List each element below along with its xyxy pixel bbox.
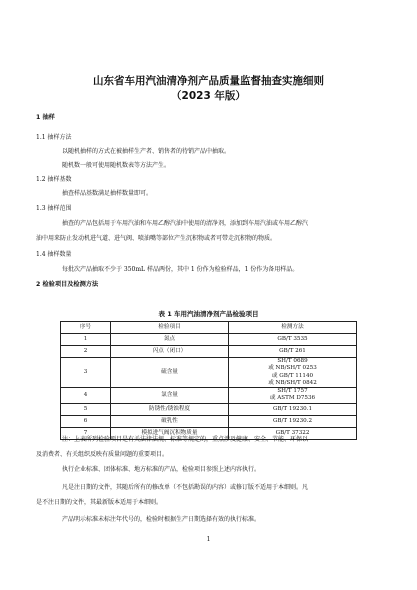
row-number: 6	[61, 415, 111, 427]
table-row	[61, 358, 357, 388]
method-line: 或 GB/T 11140	[271, 372, 314, 379]
table-row	[61, 415, 357, 427]
method-line: GB/T 37322	[275, 429, 310, 436]
paragraph-dated-docs-line2: 是不注日期的文件，其最新版本适用于本细则。	[36, 499, 163, 506]
table-row	[61, 334, 357, 346]
table-header-method: 检测方法	[229, 322, 357, 334]
table-note-line2: 及消费者、有关组织反映有质量问题的重要项目。	[36, 451, 169, 458]
table-row	[61, 403, 357, 415]
row-number: 2	[61, 346, 111, 358]
method-line: 或 ASTM D7536	[269, 395, 316, 402]
document-title: 山东省车用汽油清净剂产品质量监督抽查实施细则	[93, 75, 324, 87]
paragraph-1-3-line2: 油中用来防止发动机进气道、进气阀、喷油嘴等部位产生沉积物或者可带走沉积物的物质。	[36, 235, 277, 242]
paragraph-standards: 执行企业标准、团体标准、地方标准的产品，检验项目参照上述内容执行。	[62, 466, 261, 473]
row-item: 防锈性/锈蚀程度	[111, 403, 229, 415]
row-method	[229, 415, 357, 427]
subsection-heading-1-4: 1.4 抽样数量	[36, 251, 72, 258]
row-number: 3	[61, 358, 111, 388]
table-title: 表 1 车用汽油清净剂产品检验项目	[158, 310, 259, 318]
row-item: 模拟进气阀沉积物质量	[111, 427, 229, 439]
section-heading-test-items: 2 检验项目及检测方法	[36, 281, 99, 288]
paragraph-dated-docs-line1: 凡是注日期的文件，其随后所有的修改单（不包括勘误的内容）或修订版不适用于本细则。凡	[62, 484, 309, 491]
method-line: 或 NB/SH/T 0842	[268, 379, 317, 386]
paragraph-1-1-line2: 随机数一般可使用随机数表等方法产生。	[62, 162, 171, 169]
section-heading-sampling: 1 抽样	[36, 114, 55, 121]
row-method	[229, 334, 357, 346]
subsection-heading-1-1: 1.1 抽样方法	[36, 134, 72, 141]
row-method	[229, 346, 357, 358]
row-method	[229, 358, 357, 388]
table-header-item: 检验项目	[111, 322, 229, 334]
method-line: GB/T 19230.2	[272, 417, 313, 424]
paragraph-1-3-line1: 抽查的产品包括用于车用汽油和车用乙醇汽油中使用的清净剂，添加到车用汽油或车用乙醇汽	[62, 220, 309, 227]
table-row	[61, 346, 357, 358]
table-note-line1: 注：上表所列检验项目是有关法律法规、标准等规定的，重点涉及健康、安全、节能、环保以	[62, 436, 309, 443]
method-line: SH/T 1757	[277, 388, 308, 395]
page-number: 1	[206, 536, 211, 543]
method-line: GB/T 261	[279, 347, 306, 354]
table-header-no: 序号	[61, 322, 111, 334]
row-item: 闪点（闭口）	[111, 346, 229, 358]
row-item: 氯含量	[111, 388, 229, 404]
document-subtitle: （2023 年版）	[171, 90, 246, 102]
method-line: 或 NB/SH/T 0253	[268, 365, 317, 372]
row-item: 氮点	[111, 334, 229, 346]
subsection-heading-1-2: 1.2 抽样基数	[36, 176, 72, 183]
paragraph-undated-standard: 产品明示标准未标注年代号的，检验时根据生产日期选择有效的执行标准。	[62, 516, 261, 523]
row-number: 4	[61, 388, 111, 404]
row-number: 5	[61, 403, 111, 415]
row-number: 1	[61, 334, 111, 346]
row-number: 7	[61, 427, 111, 439]
row-item: 破乳性	[111, 415, 229, 427]
row-method	[229, 403, 357, 415]
subsection-heading-1-3: 1.3 抽样范围	[36, 205, 72, 212]
row-method	[229, 388, 357, 404]
paragraph-1-2-line1: 抽查样品基数满足抽样数量即可。	[62, 190, 153, 197]
method-line: SH/T 0689	[277, 358, 308, 364]
paragraph-1-4-line1: 每批次产品抽取不少于 350mL 样品两份，其中 1 份作为检验样品，1 份作为备用样品。	[62, 266, 299, 273]
table-row	[61, 388, 357, 404]
row-item: 硫含量	[111, 358, 229, 388]
test-items-table	[60, 321, 357, 440]
method-line: GB/T 3535	[277, 335, 308, 342]
paragraph-1-1-line1: 以随机抽样的方式在被抽样生产者、销售者的待销产品中抽取。	[62, 148, 231, 155]
method-line: GB/T 19230.1	[272, 405, 313, 412]
table-header-row	[61, 322, 357, 334]
